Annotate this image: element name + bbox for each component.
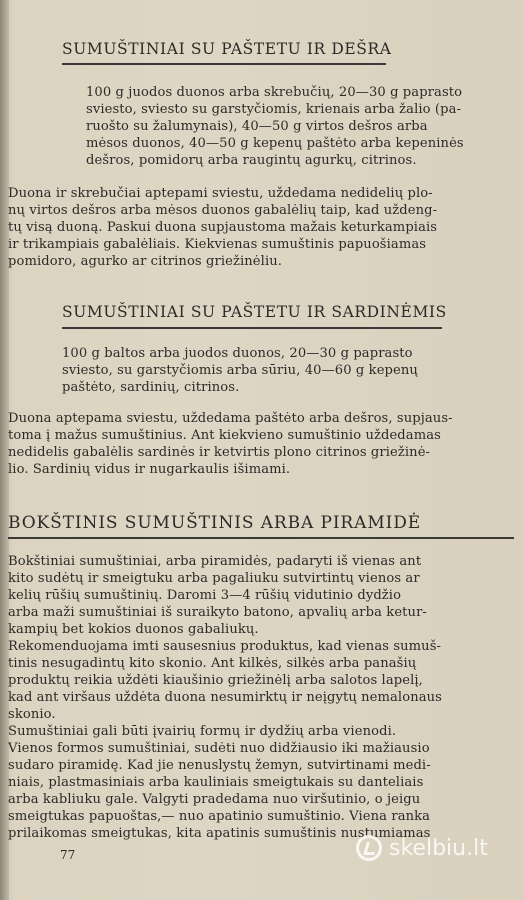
title-underline bbox=[8, 537, 514, 539]
body-paragraph-2: Rekomenduojama imti sausesnius produktus, kad vienas sumuš- tinis nesugadintų kito skonio. Ant kilkės, silkės arba panašių produktų reikia uždėti kiaušinio griežinėlį arba salotos lapelį, kad ant viršaus uždėta duona nesumirktų ir neįgytų nemalonaus skonio. bbox=[8, 639, 442, 722]
section-title: SUMUŠTINIAI SU PAŠTETU IR SARDINĖMIS bbox=[62, 303, 447, 321]
body-paragraph-3: Sumuštiniai gali būti įvairių formų ir dydžių arba vienodi. Vienos formos sumuštiniai, sudėti nuo didžiausio iki mažiausio sudaro piramidę. Kad jie nenuslystų žemyn, sutvirtinami medi- niais, plastmasiniais arba kauliniais smeigtukais su danteliais arba kabliuku gale. Valgyti pradedama nuo viršutinio, o jeigu smeigtukas papuoštas,— nuo apatinio sumuštinio. Viena ranka prilaikomas smeigtukas, kita apatinis sumuštinis nustumiamas bbox=[8, 724, 431, 841]
ingredients-text: 100 g juodos duonos arba skrebučių, 20—30 g paprasto sviesto, sviesto su garstyčiomis, krienais arba žalio (pa- ruošto su žalumynais), 40—50 g virtos dešros arba mėsos duonos, 40—50 g kepenų paštėto arba kepeninės dešros, pomidorų arba raugintų agurkų, citrinos. bbox=[86, 85, 464, 168]
title-underline bbox=[62, 327, 442, 329]
page-number: 77 bbox=[60, 848, 76, 862]
skelbiu-logo-icon bbox=[356, 835, 382, 861]
watermark-text: skelbiu.lt bbox=[389, 835, 488, 861]
section-title: SUMUŠTINIAI SU PAŠTETU IR DEŠRA bbox=[62, 40, 392, 58]
section-title: BOKŠTINIS SUMUŠTINIS ARBA PIRAMIDĖ bbox=[8, 513, 422, 533]
ingredients-text: 100 g baltos arba juodos duonos, 20—30 g paprasto sviesto, su garstyčiomis arba sūriu, 40—60 g kepenų paštėto, sardinių, citrinos. bbox=[62, 346, 418, 395]
body-paragraph-1: Bokštiniai sumuštiniai, arba piramidės, padaryti iš vienas ant kito sudėtų ir smeigtuku arba pagaliuku sutvirtintų vienos ar kelių rūšių sumuštinių. Daromi 3—4 rūšių vidutinio dydžio arba maži sumuštiniai iš suraikyto batono, apvalių arba ketur- kampių bet kokios duonos gabaliukų. bbox=[8, 554, 427, 637]
method-text: Duona ir skrebučiai aptepami sviestu, uždedama nedidelių plo- nų virtos dešros arba mėsos duonos gabalėlių taip, kad uždeng- tų visą duoną. Paskui duona supjaustoma mažais keturkampiais ir trikampiais gabalėliais. Kiekvienas sumuštinis papuošiamas pomidoro, agurko ar citrinos griežinėliu. bbox=[8, 186, 438, 269]
title-underline bbox=[62, 63, 386, 65]
method-text: Duona aptepama sviestu, uždedama paštėto arba dešros, supjaus- toma į mažus sumuštinius. Ant kiekvieno sumuštinio uždedamas nedidelis gabalėlis sardinės ir ketvirtis plono citrinos griežinė- lio. Sardinių vidus ir nugarkaulis išimami. bbox=[8, 411, 453, 477]
watermark bbox=[356, 828, 488, 868]
